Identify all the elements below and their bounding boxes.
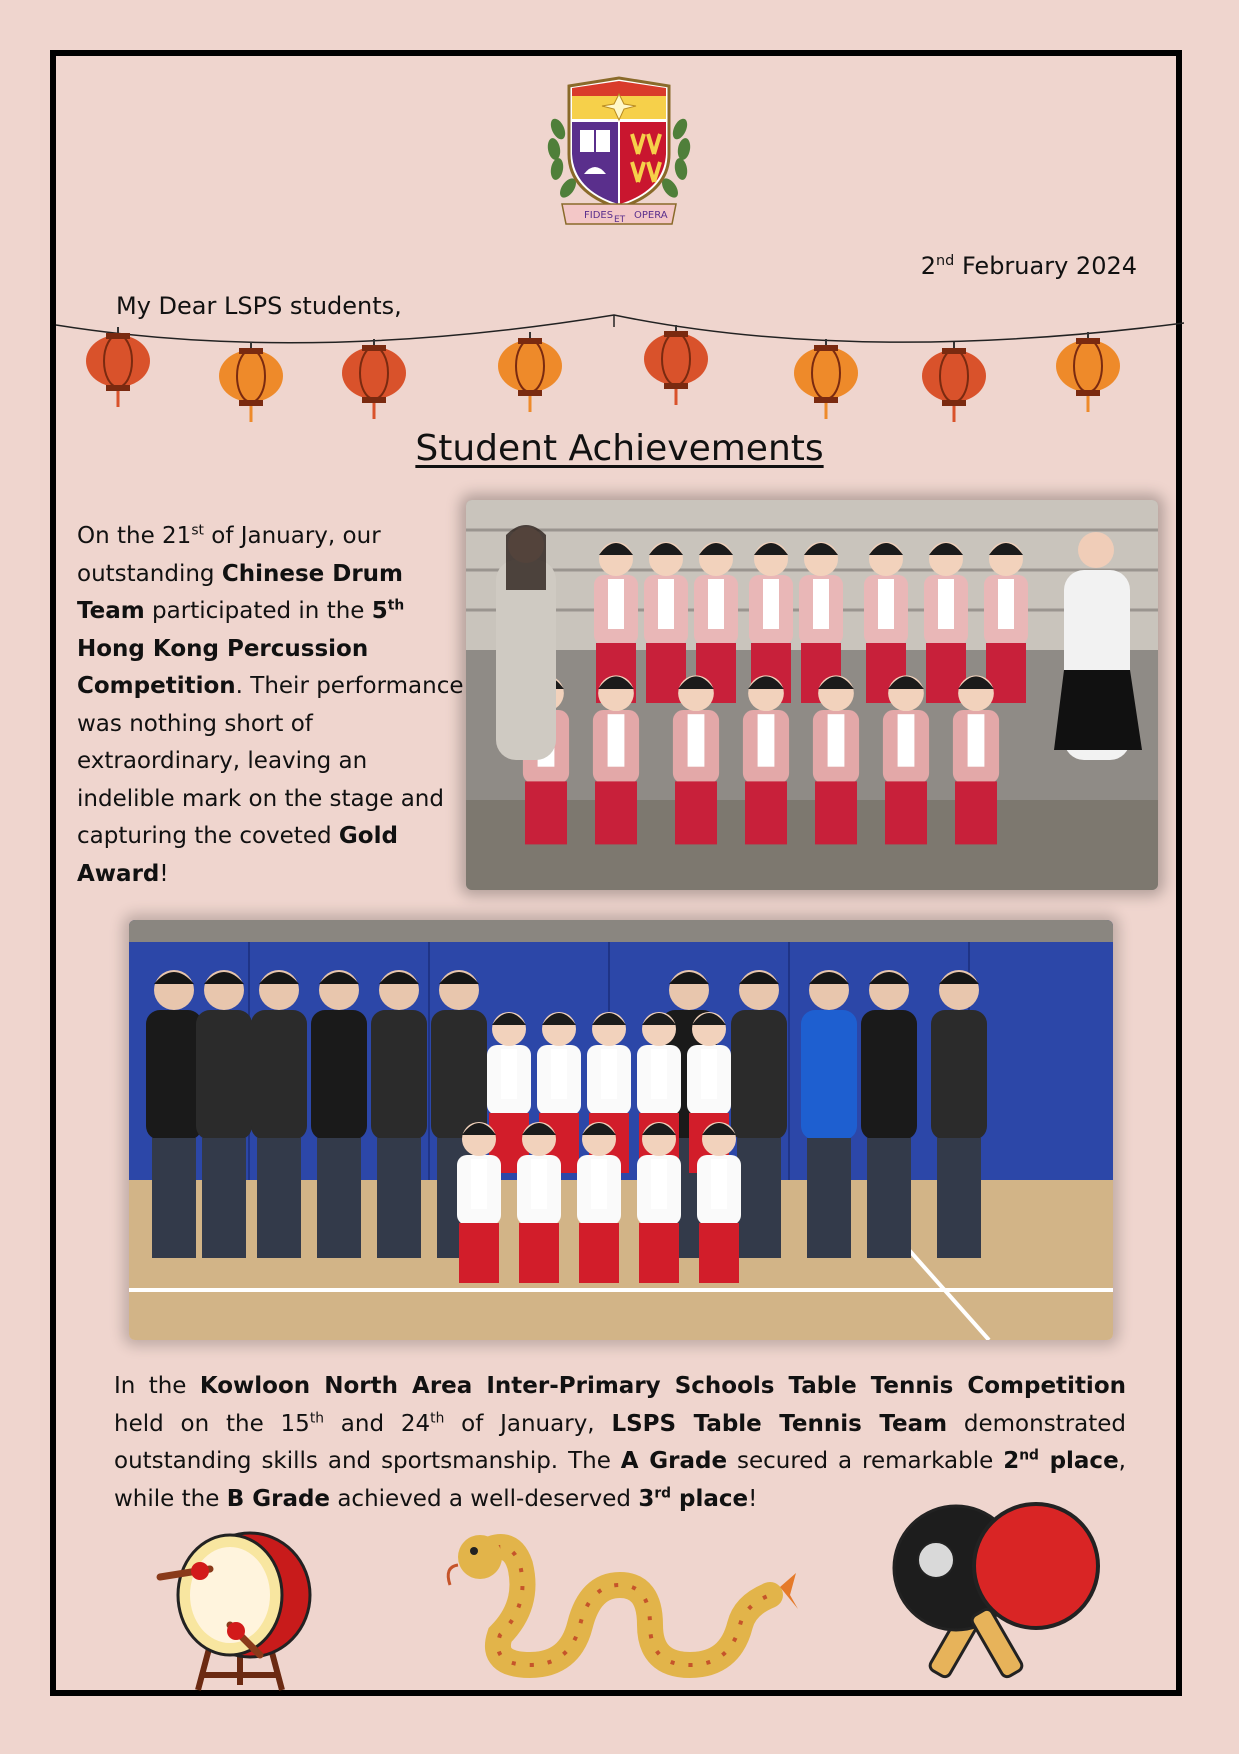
- ordinal: nd: [1019, 1447, 1039, 1464]
- lantern-icon: [794, 339, 858, 419]
- person-figure: [311, 970, 367, 1258]
- ordinal: rd: [654, 1484, 672, 1501]
- text: demonstrated outstanding skills and sportsmanship. The: [114, 1410, 1127, 1474]
- person-figure: [953, 675, 999, 844]
- person-figure: [673, 675, 719, 844]
- letter-date: [880, 252, 1137, 280]
- person-figure: [251, 970, 307, 1258]
- date-day: 2: [920, 252, 937, 280]
- person-figure: [813, 675, 859, 844]
- text: and 24: [323, 1410, 431, 1437]
- ordinal: st: [191, 522, 204, 539]
- team-name: LSPS Table Tennis Team: [611, 1410, 948, 1437]
- person-figure: [457, 1122, 501, 1283]
- person-figure: [146, 970, 202, 1258]
- text: . Their performance was nothing short of extraordinary, leaving an indelible mark on the stage and capturing the coveted: [77, 673, 464, 849]
- person-figure: [801, 970, 857, 1258]
- person-figure: [861, 970, 917, 1258]
- lantern-icon: [498, 332, 562, 412]
- person-figure: [924, 542, 968, 703]
- person-figure: [577, 1122, 621, 1283]
- person-figure: [697, 1122, 741, 1283]
- person-figure: [517, 1122, 561, 1283]
- text: held on the 15: [114, 1410, 310, 1437]
- text: of January, our outstanding: [77, 523, 381, 587]
- lantern-garland: [56, 305, 1184, 445]
- page-title: Student Achievements: [415, 428, 824, 469]
- text: , while the: [114, 1448, 1126, 1512]
- greeting: My Dear LSPS students,: [116, 292, 402, 320]
- lantern-icon: [219, 342, 283, 422]
- competition-number: 5: [371, 598, 388, 624]
- lantern-icon: [922, 342, 986, 422]
- date-suffix: nd: [936, 253, 955, 269]
- person-figure: [371, 970, 427, 1258]
- table-tennis-photo-illustration: [129, 920, 1113, 1340]
- table-tennis-paragraph: [114, 1368, 1126, 1518]
- drum-team-photo: [466, 500, 1158, 890]
- team-name: Chinese Drum Team: [77, 560, 404, 624]
- lantern-icon: [1056, 332, 1120, 412]
- grade-b: B Grade: [226, 1485, 331, 1512]
- text: !: [748, 1485, 758, 1512]
- motto-word-2: ET: [614, 215, 626, 225]
- person-figure: [883, 675, 929, 844]
- text: In the: [114, 1373, 200, 1399]
- lantern-icon: [86, 327, 150, 407]
- text: secured a remarkable: [727, 1448, 1004, 1474]
- text: !: [159, 860, 169, 887]
- person-figure: [637, 1122, 681, 1283]
- ordinal: th: [430, 1409, 445, 1426]
- person-figure: [931, 970, 987, 1258]
- person-figure: [743, 675, 789, 844]
- text: achieved a well-deserved: [330, 1485, 639, 1512]
- text: On the 21: [77, 523, 192, 549]
- person-figure: [593, 675, 639, 844]
- motto-word-1: FIDES: [584, 210, 614, 221]
- table-tennis-team-photo: [129, 920, 1113, 1340]
- competition-name: Kowloon North Area Inter-Primary Schools Table Tennis Competition: [199, 1373, 1126, 1399]
- drum-team-paragraph: [77, 518, 467, 893]
- school-crest-logo: [544, 74, 694, 234]
- motto-word-3: OPERA: [634, 210, 668, 221]
- dragon-icon: [440, 1525, 800, 1685]
- place-label: place: [1038, 1448, 1119, 1474]
- ordinal: th: [387, 597, 405, 614]
- place-label: place: [671, 1485, 749, 1512]
- person-figure: [644, 542, 688, 703]
- lantern-icon: [342, 339, 406, 419]
- text: of January,: [444, 1410, 612, 1437]
- lantern-icon: [644, 325, 708, 405]
- person-figure: [984, 542, 1028, 703]
- drum-team-photo-illustration: [466, 500, 1158, 890]
- person-figure: [196, 970, 252, 1258]
- drum-icon: [150, 1525, 320, 1695]
- competition-name: Hong Kong Percussion Competition: [77, 635, 369, 699]
- person-figure: [487, 1012, 531, 1173]
- place-number: 3: [638, 1485, 655, 1512]
- table-tennis-paddles-icon: [886, 1498, 1106, 1688]
- date-month-year: February 2024: [954, 252, 1137, 280]
- award-name: Gold Award: [77, 823, 398, 887]
- grade-a: A Grade: [620, 1448, 728, 1474]
- ordinal: th: [309, 1409, 324, 1426]
- text: participated in the: [144, 598, 372, 624]
- place-number: 2: [1003, 1448, 1020, 1474]
